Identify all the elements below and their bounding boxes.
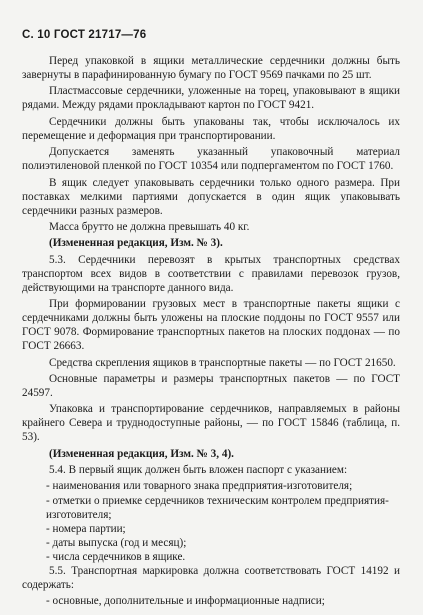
paragraph: Упаковка и транспортирование сердечников, направляемых в районы крайнего Севера и труднодоступные районы, — по ГОСТ 15846 (таблица, п. 53).	[22, 403, 400, 444]
paragraph: Перед упаковкой в ящики металлические сердечники должны быть завернуты в парафинированную бумагу по ГОСТ 9569 пачками по 25 шт.	[22, 55, 400, 82]
list-item: - отметки о приемке сердечников техническим контролем предприятия-изготовителя;	[46, 494, 389, 521]
paragraph: Масса брутто не должна превышать 40 кг.	[49, 221, 250, 233]
paragraph: В ящик следует упаковывать сердечники только одного размера. При поставках мелкими партиями допускается в один ящик упаковывать сердечники разных размеров.	[22, 176, 400, 217]
paragraph: При формировании грузовых мест в транспортные пакеты ящики с сердечниками должны быть уложены на плоские поддоны по ГОСТ 9557 или ГОСТ 9078. Формирование транспортных пакетов на плоских поддонах — по ГОСТ 26663.	[22, 298, 400, 353]
paragraph-5-4: 5.4. В первый ящик должен быть вложен паспорт с указанием:	[49, 464, 348, 477]
paragraph: Основные параметры и размеры транспортных пакетов — по ГОСТ 24597.	[22, 372, 400, 399]
paragraph: Средства скрепления ящиков в транспортные пакеты — по ГОСТ 21650.	[49, 356, 396, 369]
paragraph: Допускается заменять указанный упаковочный материал полиэтиленовой пленкой по ГОСТ 10354 или подпергаментом по ГОСТ 1760.	[22, 146, 400, 173]
list-item: - числа сердечников в ящике.	[46, 550, 186, 563]
amendment-note: (Измененная редакция, Изм. № 3).	[49, 237, 223, 250]
paragraph-5-3: 5.3. Сердечники перевозят в крытых транспортных средствах транспортом всех видов в соответствии с правилами перевозок грузов, действующими на транспорте данного вида.	[22, 253, 400, 294]
passport-list	[22, 479, 400, 563]
document-body	[22, 54, 400, 608]
paragraph: Пластмассовые сердечники, уложенные на торец, упаковывают в ящики рядами. Между рядами прокладывают картон по ГОСТ 9421.	[22, 85, 400, 112]
amendment-note: (Измененная редакция, Изм. № 3, 4).	[49, 447, 234, 460]
paragraph: Сердечники должны быть упакованы так, чтобы исключалось их перемещение и деформация при транспортировании.	[22, 115, 400, 142]
page-header: С. 10 ГОСТ 21717—76	[22, 29, 147, 41]
paragraph-5-5: 5.5. Транспортная маркировка должна соответствовать ГОСТ 14192 и содержать:	[22, 564, 400, 591]
list-item: - основные, дополнительные и информационные надписи;	[46, 595, 325, 608]
list-item: - номера партии;	[46, 522, 126, 535]
marking-list	[22, 594, 400, 608]
list-item: - даты выпуска (год и месяц);	[46, 536, 187, 549]
list-item: - наименования или товарного знака предприятия-изготовителя;	[46, 480, 353, 493]
